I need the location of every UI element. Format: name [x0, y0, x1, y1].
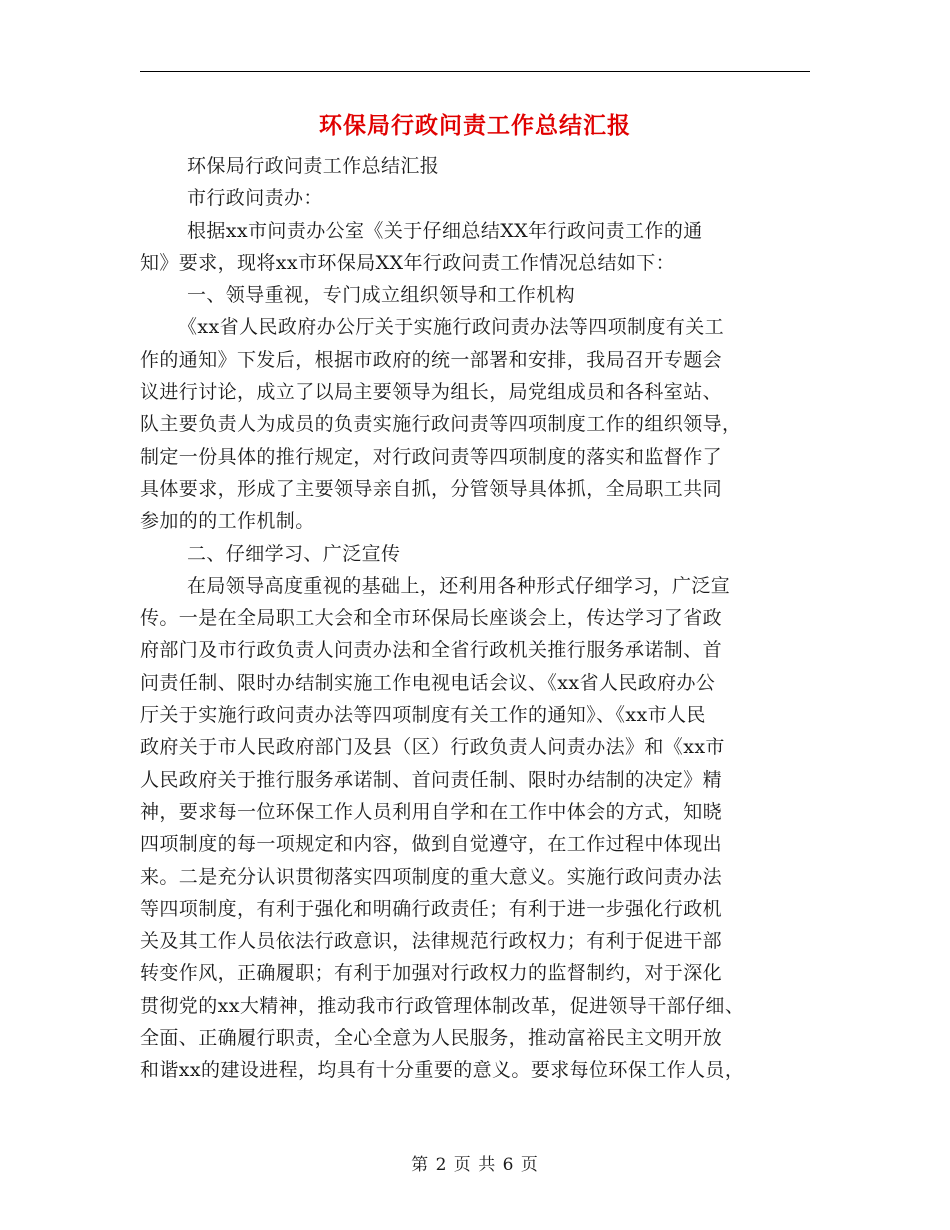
section-heading: 一、领导重视，专门成立组织领导和工作机构 [187, 284, 576, 307]
text-line: 府部门及市行政负责人问责办法和全省行政机关推行服务承诺制、首 [140, 639, 723, 662]
header-rule [140, 71, 810, 72]
text-line: 转变作风，正确履职；有利于加强对行政权力的监督制约，对于深化 [140, 962, 723, 985]
text-line: 和谐xx的建设进程，均具有十分重要的意义。要求每位环保工作人员， [140, 1059, 745, 1082]
text-line: 四项制度的每一项规定和内容，做到自觉遵守，在工作过程中体现出 [140, 833, 723, 856]
text-line: 等四项制度，有利于强化和明确行政责任；有利于进一步强化行政机 [140, 897, 723, 920]
text-line: 知》要求，现将xx市环保局XX年行政问责工作情况总结如下： [140, 251, 676, 274]
text-line: 政府关于市人民政府部门及县（区）行政负责人问责办法》和《xx市 [140, 736, 725, 759]
document-body [140, 150, 810, 1087]
text-line: 全面、正确履行职责，全心全意为人民服务，推动富裕民主文明开放 [140, 1027, 723, 1050]
text-line: 传。一是在全局职工大会和全市环保局长座谈会上，传达学习了省政 [140, 607, 723, 630]
section-heading: 二、仔细学习、广泛宣传 [187, 542, 401, 565]
page-number: 第 2 页 共 6 页 [411, 1155, 539, 1175]
addressee-line: 市行政问责办： [187, 187, 323, 210]
text-line: 根据xx市问责办公室《关于仔细总结XX年行政问责工作的通 [187, 219, 703, 242]
text-line: 厅关于实施行政问责办法等四项制度有关工作的通知》、《xx市人民 [140, 704, 706, 727]
text-line: 关及其工作人员依法行政意识，法律规范行政权力；有利于促进干部 [140, 930, 723, 953]
text-line: 议进行讨论，成立了以局主要领导为组长，局党组成员和各科室站、 [140, 381, 723, 404]
text-line: 来。二是充分认识贯彻落实四项制度的重大意义。实施行政问责办法 [140, 865, 723, 888]
text-line: 人民政府关于推行服务承诺制、首问责任制、限时办结制的决定》精 [140, 768, 723, 791]
text-line: 贯彻党的xx大精神，推动我市行政管理体制改革，促进领导干部仔细、 [140, 994, 745, 1017]
document-title: 环保局行政问责工作总结汇报 [319, 112, 631, 139]
text-line: 神，要求每一位环保工作人员利用自学和在工作中体会的方式，知晓 [140, 800, 723, 823]
text-line: 具体要求，形成了主要领导亲自抓，分管领导具体抓，全局职工共同 [140, 477, 723, 500]
text-line: 参加的的工作机制。 [140, 510, 315, 533]
subtitle-line: 环保局行政问责工作总结汇报 [187, 155, 440, 177]
text-line: 在局领导高度重视的基础上，还利用各种形式仔细学习，广泛宣 [187, 574, 731, 597]
text-line: 制定一份具体的推行规定，对行政问责等四项制度的落实和监督作了 [140, 445, 723, 468]
text-line: 《xx省人民政府办公厅关于实施行政问责办法等四项制度有关工 [178, 316, 725, 339]
text-line: 队主要负责人为成员的负责实施行政问责等四项制度工作的组织领导， [140, 413, 742, 436]
text-line: 作的通知》下发后，根据市政府的统一部署和安排，我局召开专题会 [140, 348, 723, 371]
text-line: 问责任制、限时办结制实施工作电视电话会议、《xx省人民政府办公 [140, 671, 716, 694]
